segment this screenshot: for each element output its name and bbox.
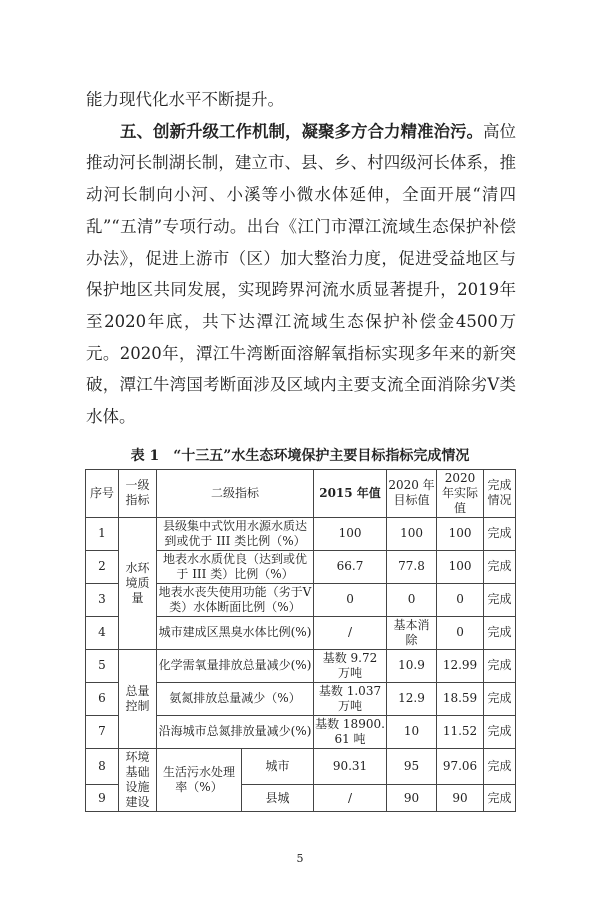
paragraph	[86, 116, 516, 433]
status-cell: 完成	[484, 649, 516, 682]
paragraph: 能力现代化水平不断提升。	[86, 90, 284, 109]
indicator-cell: 沿海城市总氮排放量减少(%)	[157, 715, 314, 748]
value-2015: 66.7	[314, 550, 387, 583]
header-cell: 2020 年目标值	[387, 469, 437, 517]
indicator-cell: 生活污水处理率（%）	[157, 748, 242, 811]
value-2015: 基数 9.72 万吨	[314, 649, 387, 682]
target-2020: 0	[387, 583, 437, 616]
target-2020: 90	[387, 785, 437, 811]
status-cell: 完成	[484, 682, 516, 715]
status-cell: 完成	[484, 550, 516, 583]
group-cell: 总量控制	[119, 649, 157, 748]
row-number: 9	[86, 785, 119, 811]
paragraph-text: 高位推动河长制湖长制，建立市、县、乡、村四级河长体系，推动河长制向小河、小溪等小微水体延伸，全面开展“清四乱”“五清”专项行动。出台《江门市潭江流域生态保护补偿办法》，促进上游市（区）加大整治力度，促进受益地区与保护地区共同发展，实现跨界河流水质显著提升，2019年至2020年底，共下达潭江流域生态保护补偿金4500万元。2020年，潭江牛湾断面溶解氧指标实现多年来的新突破，潭江牛湾国考断面涉及区域内主要支流全面消除劣V类水体。	[86, 121, 516, 427]
table-caption: 表 1 “十三五”水生态环境保护主要目标指标完成情况	[130, 447, 470, 464]
indicator-cell: 城市建成区黑臭水体比例(%)	[157, 616, 314, 649]
indicator-cell: 氨氮排放总量减少（%）	[157, 682, 314, 715]
actual-2020: 0	[437, 583, 484, 616]
actual-2020: 100	[437, 517, 484, 550]
target-2020: 12.9	[387, 682, 437, 715]
header-cell: 一级指标	[119, 469, 157, 517]
status-cell: 完成	[484, 785, 516, 811]
page-number: 5	[296, 851, 304, 865]
indicator-cell: 城市	[242, 748, 314, 785]
value-2015: /	[314, 785, 387, 811]
header-cell: 完成情况	[484, 469, 516, 517]
row-number: 7	[86, 715, 119, 748]
actual-2020: 11.52	[437, 715, 484, 748]
value-2015: 0	[314, 583, 387, 616]
target-2020: 95	[387, 748, 437, 785]
value-2015: 基数 18900.61 吨	[314, 715, 387, 748]
header-cell: 二级指标	[157, 469, 314, 517]
actual-2020: 90	[437, 785, 484, 811]
section-heading: 五、创新升级工作机制，凝聚多方合力精准治污。	[120, 121, 483, 141]
table-header-row	[86, 469, 516, 517]
actual-2020: 97.06	[437, 748, 484, 785]
body-text	[86, 84, 516, 433]
indicator-cell: 县城	[242, 785, 314, 811]
indicator-table	[85, 469, 516, 812]
value-2015: 90.31	[314, 748, 387, 785]
indicator-cell: 地表水水质优良（达到或优于 III 类）比例（%）	[157, 550, 314, 583]
status-cell: 完成	[484, 583, 516, 616]
header-cell: 2015 年值	[314, 469, 387, 517]
status-cell: 完成	[484, 517, 516, 550]
value-2015: /	[314, 616, 387, 649]
table-row	[86, 517, 516, 550]
table-row	[86, 649, 516, 682]
indicator-cell: 县级集中式饮用水源水质达到或优于 III 类比例（%）	[157, 517, 314, 550]
value-2015: 基数 1.037 万吨	[314, 682, 387, 715]
table-row	[86, 748, 516, 785]
actual-2020: 18.59	[437, 682, 484, 715]
value-2015: 100	[314, 517, 387, 550]
status-cell: 完成	[484, 748, 516, 785]
row-number: 2	[86, 550, 119, 583]
group-cell: 环境基础设施建设	[119, 748, 157, 811]
status-cell: 完成	[484, 616, 516, 649]
indicator-cell: 地表水丧失使用功能（劣于V类）水体断面比例（%）	[157, 583, 314, 616]
status-cell: 完成	[484, 715, 516, 748]
row-number: 6	[86, 682, 119, 715]
target-2020: 10.9	[387, 649, 437, 682]
target-2020: 基本消除	[387, 616, 437, 649]
target-2020: 77.8	[387, 550, 437, 583]
header-cell: 2020 年实际值	[437, 469, 484, 517]
row-number: 4	[86, 616, 119, 649]
actual-2020: 100	[437, 550, 484, 583]
row-number: 1	[86, 517, 119, 550]
row-number: 5	[86, 649, 119, 682]
actual-2020: 12.99	[437, 649, 484, 682]
target-2020: 10	[387, 715, 437, 748]
target-2020: 100	[387, 517, 437, 550]
group-cell: 水环境质量	[119, 517, 157, 649]
row-number: 8	[86, 748, 119, 785]
actual-2020: 0	[437, 616, 484, 649]
indicator-cell: 化学需氧量排放总量减少(%)	[157, 649, 314, 682]
row-number: 3	[86, 583, 119, 616]
header-cell: 序号	[86, 469, 119, 517]
